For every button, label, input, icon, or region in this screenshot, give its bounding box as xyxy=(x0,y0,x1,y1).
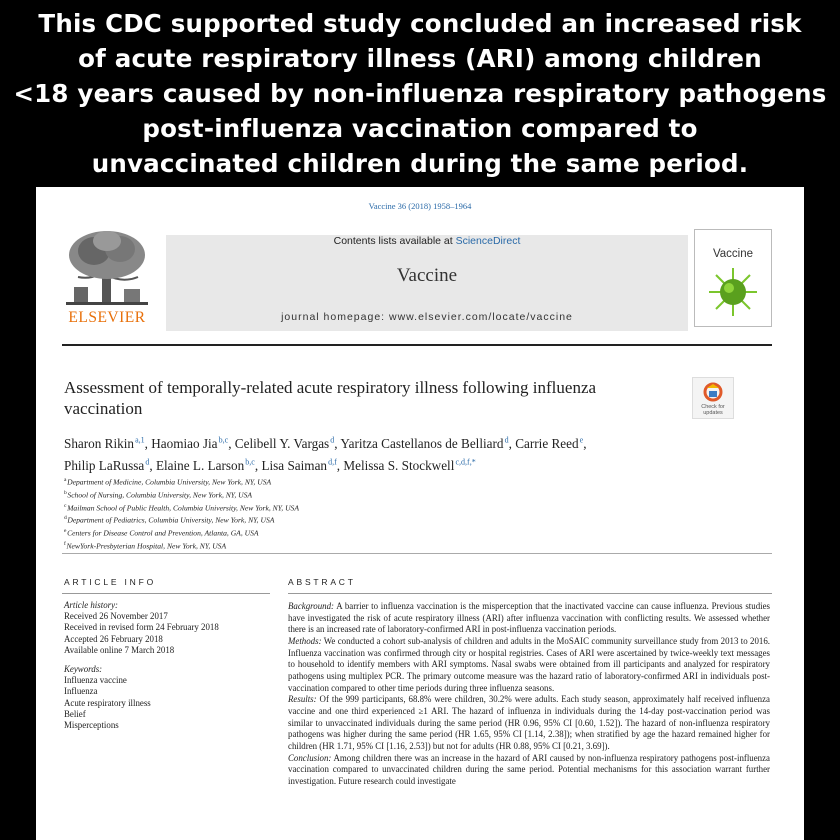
abstract-rule xyxy=(288,593,772,594)
history-item: Received in revised form 24 February 2018 xyxy=(64,622,219,633)
affiliation-text: Department of Pediatrics, Columbia University, New York, NY, USA xyxy=(67,516,275,526)
author[interactable] xyxy=(64,436,151,451)
abstract-text: We conducted a cohort sub-analysis of children and adults in the MoSAIC community surveillance study from 2013 to 2016. Influenza vaccination was confirmed through city or hospital registries. Cases of ARI were ascertained by twice-weekly text messages to household to identify members with ARI symptoms. Nasal swabs were obtained from ill participants and analyzed for respiratory pathogens using multiplex PCR. The primary outcome measure was the hazard ratio of laboratory-confirmed ARI in individuals post-vaccination compared to other time periods during three influenza seasons. xyxy=(288,635,770,693)
abstract-paragraph xyxy=(288,694,770,752)
abstract-paragraph xyxy=(288,601,770,636)
section-divider xyxy=(62,553,772,554)
abstract-paragraph xyxy=(288,753,770,788)
abstract-label: Methods: xyxy=(288,635,322,646)
check-for-updates-badge[interactable] xyxy=(692,377,734,419)
author-separator: , xyxy=(508,436,516,452)
author-separator: , xyxy=(144,436,152,452)
author-separator: , xyxy=(334,436,341,452)
keyword: Influenza vaccine xyxy=(64,675,127,686)
author-affiliation-marks[interactable]: e xyxy=(579,436,584,445)
abstract-text: Among children there was an increase in the hazard of ARI caused by non-influenza respiratory pathogens post-influenza vaccination compared to unvaccinated children during the same period. Potential mechanisms for this association warrant further investigation. Future research could investigate xyxy=(288,752,770,786)
author-affiliation-marks[interactable]: d xyxy=(145,457,150,467)
affiliation-key: a xyxy=(64,477,67,483)
affiliation-list xyxy=(64,475,564,552)
journal-banner xyxy=(166,235,688,331)
affiliation-key: e xyxy=(64,528,67,535)
author[interactable] xyxy=(515,436,586,451)
article-info xyxy=(64,600,264,731)
history-item: Accepted 26 February 2018 xyxy=(64,633,163,644)
affiliation xyxy=(64,475,564,488)
author-separator: , xyxy=(149,457,156,473)
abstract-text: Of the 999 participants, 68.8% were children, 30.2% were adults. Each study season, approximately half received influenza vaccine and one third experienced ≥1 ARI. The hazard of influenza in individuals during the 14-day post-vaccination period was similar to unvaccinated individuals during the same period (HR 0.96, 95% CI [0.60, 1.52]). The hazard of non-influenza respiratory pathogens was higher during the same period (HR 1.65, 95% CI [1.14, 2.38]); when stratified by age the hazard remained higher for children (HR 1.71, 95% CI [1.16, 2.53]) but not for adults (HR 0.88, 95% CI [0.21, 3.69]). xyxy=(288,694,770,751)
headline-caption xyxy=(0,6,840,181)
affiliation xyxy=(64,488,564,501)
paper-page xyxy=(36,187,804,840)
article-info-rule xyxy=(62,593,270,594)
affiliation-key: b xyxy=(64,489,67,496)
cover-title: Vaccine xyxy=(712,248,754,260)
author-affiliation-marks[interactable]: c,d,f,* xyxy=(455,457,476,467)
elsevier-logo xyxy=(62,229,152,329)
headline-line: post-influenza vaccination compared to xyxy=(142,114,698,143)
author-name: Lisa Saiman xyxy=(261,457,328,473)
history-item: Available online 7 March 2018 xyxy=(64,644,175,655)
affiliation-text: Mailman School of Public Health, Columbia University, New York, NY, USA xyxy=(67,503,299,513)
affiliation xyxy=(64,501,564,514)
author-name: Yaritza Castellanos de Belliard xyxy=(340,436,504,452)
author-name: Melissa S. Stockwell xyxy=(343,457,455,473)
abstract-heading: ABSTRACT xyxy=(288,577,356,587)
author-affiliation-marks[interactable]: d xyxy=(504,436,509,445)
affiliation-key: c xyxy=(64,502,67,509)
affiliation-text: Department of Medicine, Columbia University, New York, NY, USA xyxy=(67,477,272,487)
author-separator: , xyxy=(336,457,344,473)
affiliation xyxy=(64,539,564,552)
contents-prefix: Contents lists available at xyxy=(333,235,456,247)
author-name: Carrie Reed xyxy=(515,436,579,452)
author-name: Philip LaRussa xyxy=(64,457,145,473)
headline-line: <18 years caused by non-influenza respiratory pathogens xyxy=(13,79,827,108)
keyword: Misperceptions xyxy=(64,720,119,731)
contents-line xyxy=(166,235,688,247)
journal-reference[interactable]: Vaccine 36 (2018) 1958–1964 xyxy=(368,201,472,211)
abstract-label: Conclusion: xyxy=(288,752,332,763)
author-name: Sharon Rikin xyxy=(64,436,134,452)
tree-logo-icon xyxy=(66,229,148,305)
headline-line: of acute respiratory illness (ARI) among children xyxy=(78,44,762,73)
virus-icon xyxy=(695,230,771,326)
author-separator: , xyxy=(254,457,262,473)
abstract-paragraph xyxy=(288,636,770,694)
keyword: Influenza xyxy=(64,686,98,697)
author[interactable] xyxy=(64,458,156,473)
author-affiliation-marks[interactable]: d xyxy=(330,436,335,445)
author-affiliation-marks[interactable]: d,f xyxy=(328,457,337,467)
journal-homepage[interactable]: journal homepage: www.elsevier.com/locate/vaccine xyxy=(281,311,573,323)
author[interactable] xyxy=(343,458,475,473)
journal-cover xyxy=(694,229,772,327)
author-affiliation-marks[interactable]: a,1 xyxy=(135,436,145,445)
author-list xyxy=(64,432,774,475)
author[interactable] xyxy=(340,436,515,451)
author[interactable] xyxy=(261,458,343,473)
affiliation-text: School of Nursing, Columbia University, New York, NY, USA xyxy=(67,490,253,500)
affiliation-text: NewYork-Presbyterian Hospital, New York, NY, USA xyxy=(66,541,227,551)
article-title: Assessment of temporally-related acute respiratory illness following influenza vaccination xyxy=(64,378,597,418)
author-separator: , xyxy=(583,436,587,452)
abstract-body xyxy=(288,601,770,788)
headline-line: This CDC supported study concluded an increased risk xyxy=(38,9,802,38)
headline-line: unvaccinated children during the same period. xyxy=(91,149,749,178)
abstract-label: Background: xyxy=(288,601,335,611)
keyword: Belief xyxy=(64,708,86,719)
sciencedirect-link[interactable]: ScienceDirect xyxy=(455,235,521,247)
affiliation xyxy=(64,526,564,539)
journal-title: Vaccine xyxy=(396,265,458,286)
article-info-heading: ARTICLE INFO xyxy=(64,577,157,587)
history-item: Received 26 November 2017 xyxy=(64,611,168,622)
keyword: Acute respiratory illness xyxy=(64,697,151,708)
affiliation-text: Centers for Disease Control and Prevention, Atlanta, GA, USA xyxy=(67,528,259,538)
author-affiliation-marks[interactable]: b,c xyxy=(218,436,229,445)
history-label: Article history: xyxy=(64,600,118,610)
author-name: Elaine L. Larson xyxy=(155,457,245,473)
author-name: Haomiao Jia xyxy=(151,436,218,452)
author-name: Celibell Y. Vargas xyxy=(234,436,330,452)
affiliation-key: f xyxy=(64,541,66,548)
abstract-label: Results: xyxy=(288,694,317,705)
affiliation-key: d xyxy=(64,515,67,522)
author-affiliation-marks[interactable]: b,c xyxy=(245,457,255,467)
author[interactable] xyxy=(156,458,262,473)
header-rule xyxy=(62,344,772,346)
check-updates-label: Check for updates xyxy=(701,404,725,416)
elsevier-wordmark: ELSEVIER xyxy=(68,309,146,326)
author[interactable] xyxy=(235,436,341,451)
affiliation xyxy=(64,513,564,526)
author[interactable] xyxy=(151,436,235,451)
keywords-label: Keywords: xyxy=(64,664,103,675)
author-separator: , xyxy=(228,436,235,452)
abstract-text: A barrier to influenza vaccination is the misperception that the inactivated vaccine can cause influenza. Previous studies have investigated the risk of acute respiratory illness (ARI) after influenza vaccination with conflicting results. We assessed whether there is an increased rate of laboratory-confirmed ARI in post-influenza vaccination periods. xyxy=(288,601,770,635)
